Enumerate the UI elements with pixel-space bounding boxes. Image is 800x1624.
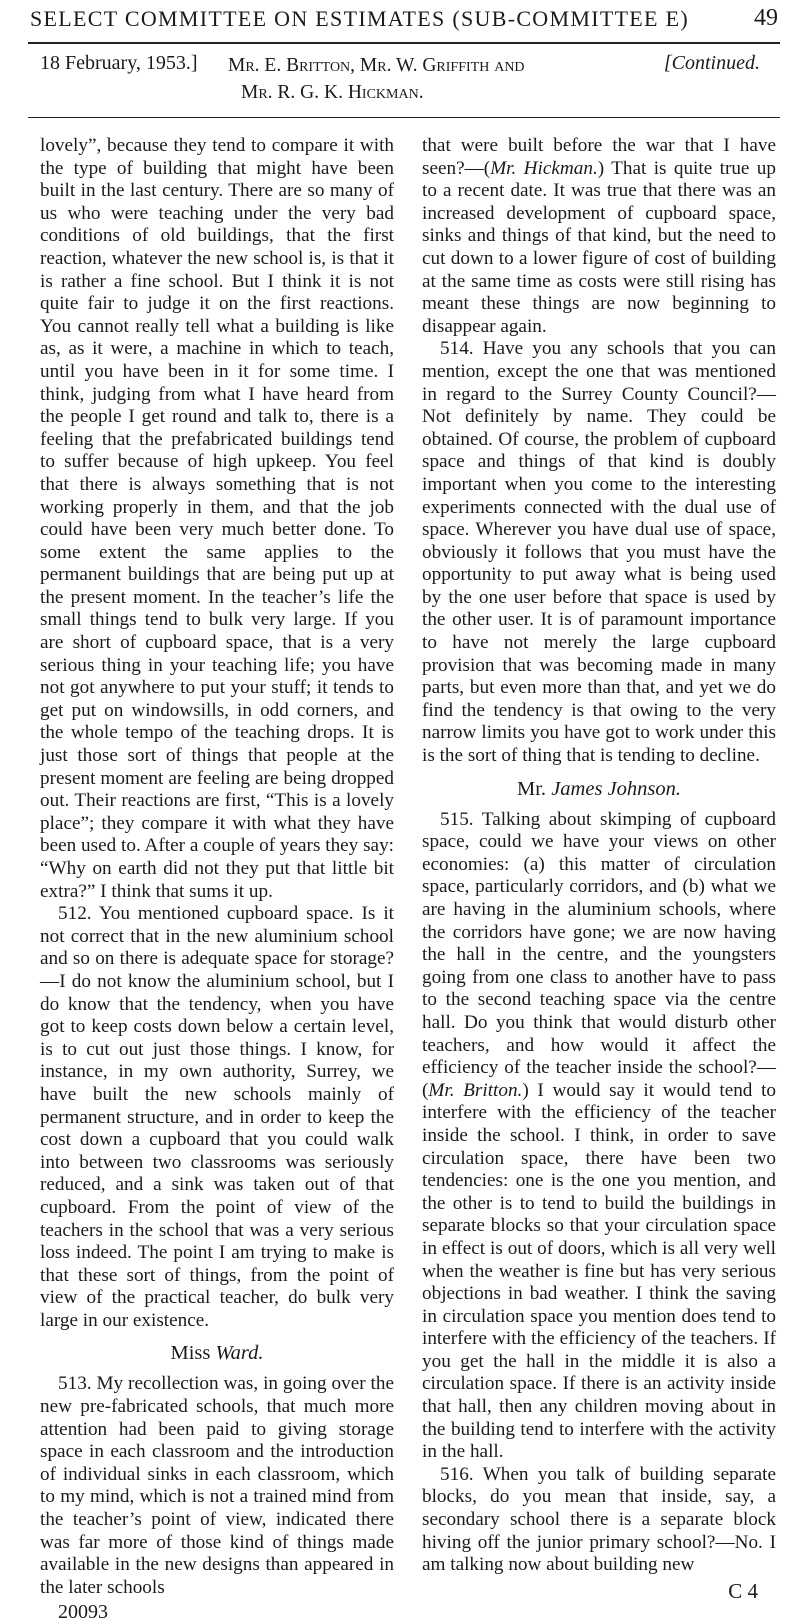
speaker-name: James Johnson. xyxy=(551,777,681,800)
paragraph: lovely”, because they tend to compare it with the type of building that might have been built in the last century. There are so many of us who were teaching under the very bad conditions of old buildings, that the first reaction, whatever the new school is, is that it is rather a fine school. But I think it is not quite fair to judge it on the first reactions. You cannot really tell what a building is like as, as it were, a machine in which to teach, until you have been in it for some time. I think, judging from what I have heard from the people I get round and talk to, there is a feeling that the prefabricated buildings tend to suffer because of high upkeep. You feel that there is always something that is not working properly in them, and that the job could have been very much better done. To some extent the same applies to the permanent buildings that are being put up at the present moment. In the teacher’s life the small things tend to bulk very large. If you are short of cupboard space, that is a very serious thing in your teaching life; you have not got anywhere to put your stuff; it tends to get put on windowsills, in odd corners, and the whole tempo of the teaching drops. It is just those sort of things that people at the present moment are feeling are being dropped out. Their reactions are first, “This is a lovely place”; they compare it with what they have been used to. After a couple of years they say: “Why on earth did not they put that little bit extra?” I think that sums it up. xyxy=(40,135,394,902)
paragraph-516: 516. When you talk of building separate blocks, do you mean that inside, say, a secondary school there is a separate block hiving off the junior primary school?—No. I am talking now about building new xyxy=(422,1463,776,1576)
speaker-name: Ward. xyxy=(215,1342,264,1365)
page-number: 49 xyxy=(754,5,778,31)
signature-mark: C 4 xyxy=(728,1578,758,1603)
paragraph-515 xyxy=(422,809,776,1464)
speaker-heading xyxy=(422,778,776,801)
witness-names xyxy=(228,52,588,106)
header-rule-top xyxy=(28,42,780,44)
text-run: ) That is quite true up to a recent date. It was true that there was an increased development of cupboard space, sinks and things of that kind, but the need to cut down to a lower figure of cost of building at the same time as costs were still rising has meant these things are now beginning to disappear again. xyxy=(422,157,776,337)
header-rule-bottom xyxy=(28,117,780,118)
witness-names-line1: Mr. E. Britton, Mr. W. Griffith and xyxy=(228,55,525,76)
paragraph-513: 513. My recollection was, in going over the new pre-fabricated schools, that much more attention had been paid to giving storage space in each classroom and the introduction of individual sinks in each classroom, which to my mind, which is not a trained mind from the teacher’s point of view, indicated there was far more of those kind of things made available in the new designs than appeared in the later schools xyxy=(40,1373,394,1598)
page-header xyxy=(0,0,800,103)
witness-names-line2: Mr. R. G. K. Hickman. xyxy=(241,82,424,103)
speaker-title: Mr. xyxy=(517,777,547,800)
text-run: that were built before the war that I have seen?—( xyxy=(422,135,776,179)
witness-speaker: Mr. Britton. xyxy=(428,1079,523,1101)
text-run: 515. Talking about skimping of cupboard space, could we have your views on other economies: (a) this matter of circulation space, particularly corridors, and (b) what we are having in the aluminium schools, where the corridors have gone; we are now having the hall in the centre, and the youngsters going from one class to another have to pass to the second teaching space via the centre hall. Do you think that would disturb other teachers, and how would it affect the efficiency of the teacher inside the school?—( xyxy=(422,808,776,1101)
continued-label: [Continued. xyxy=(663,52,760,74)
speaker-heading xyxy=(40,1342,394,1365)
right-column xyxy=(422,135,776,1604)
speaker-title: Miss xyxy=(170,1342,211,1365)
paragraph-512: 512. You mentioned cupboard space. Is it not correct that in the new aluminium school and so on there is adequate space for storage?—I do not know the aluminium school, but I do know that the tendency, when you have got to keep costs down below a certain level, is to cut out just those things. I know, for instance, in my own authority, Surrey, we have built the new schools mainly of permanent structure, and in order to keep the cost down a cupboard that you could walk into between two classrooms was seriously reduced, and a sink was taken out of that cupboard. From the point of view of the teachers in the school that was a very serious loss indeed. The point I am trying to make is that these sort of things, from the point of view of the practical teacher, do bulk very large in our existence. xyxy=(40,903,394,1331)
paragraph-514: 514. Have you any schools that you can mention, except the one that was mentioned in regard to the Surrey County Council?—Not definitely by name. They could be obtained. Of course, the problem of cupboard space and things of that kind is doubly important when you come to the interesting experiments connected with the dual use of space. Wherever you have dual use of space, obviously it follows that you must have the opportunity to put away what is being used by the one user before that space is used by the other user. It is of paramount importance to have not merely the large cupboard provision that was becoming made in many parts, but even more than that, and yet we do find the tendency is that owing to the very narrow limits you have got to work under this is the sort of thing that is tending to decline. xyxy=(422,338,776,767)
session-date: 18 February, 1953.] xyxy=(40,52,198,74)
body-columns xyxy=(40,135,776,1624)
witness-speaker: Mr. Hickman. xyxy=(490,157,598,179)
running-title: SELECT COMMITTEE ON ESTIMATES (SUB-COMMITTEE E) xyxy=(30,6,689,31)
print-code: 20093 xyxy=(58,1601,108,1624)
text-run: ) I would say it would tend to interfere with the efficiency of the teacher inside the school. I think, in order to save circulation space, there have been two tendencies: one is the one you mention, and the other is to tend to build the buildings in separate blocks so that your circulation space in effect is out of doors, which is all very well when the weather is fine but has very serious objections in bad weather. I think the saving in circulation space you mention does tend to interfere with the efficiency of the teachers. If you get the hall in the middle it is also a circulation space. If there is an activity inside that hall, then any children moving about in the building tend to interfere with the activity in the hall. xyxy=(422,1079,776,1463)
paragraph-continued xyxy=(422,135,776,338)
left-column xyxy=(40,135,394,1624)
